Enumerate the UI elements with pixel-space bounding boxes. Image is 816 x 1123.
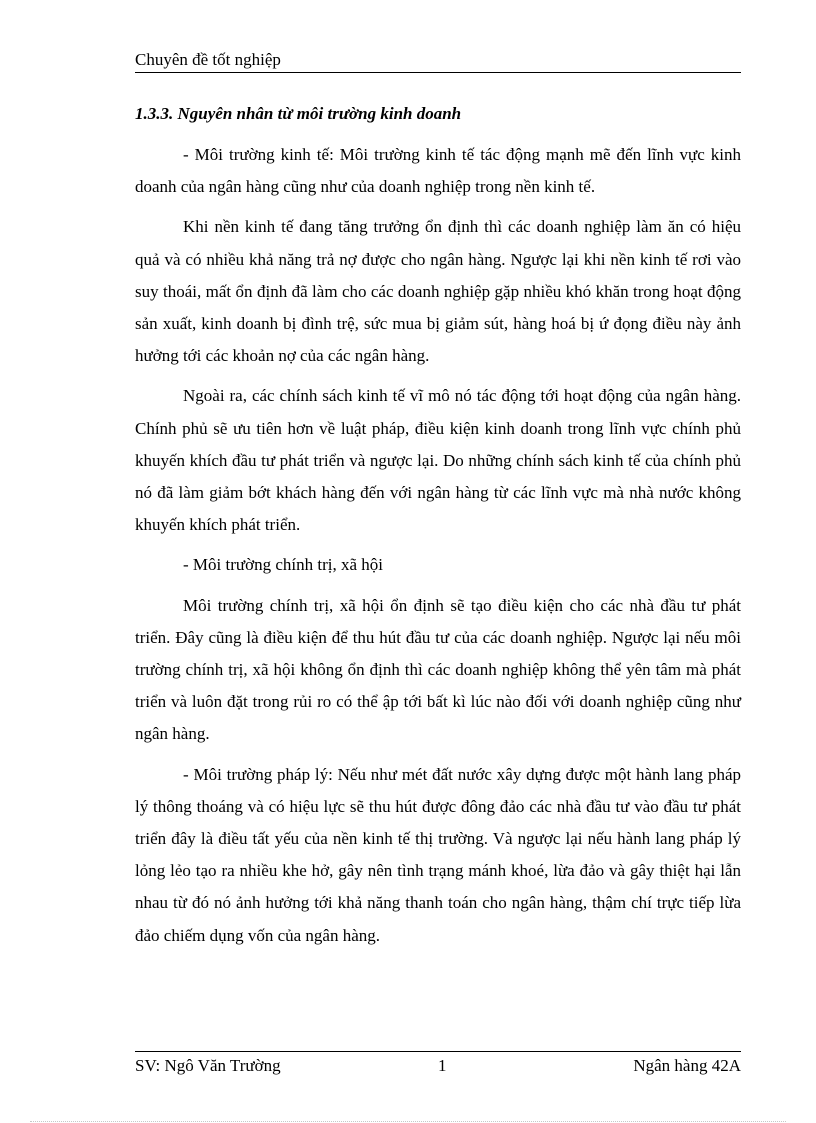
paragraph-macro-policy: Ngoài ra, các chính sách kinh tế vĩ mô nó tác động tới hoạt động của ngân hàng. Chính phủ sẽ ưu tiên hơn về luật pháp, điều kiện kinh doanh trong lĩnh vực chính phủ khuyến khích đầu tư phát triển và ngược lại. Do những chính sách kinh tế của chính phủ nó đã làm giảm bớt khách hàng đến với ngân hàng từ các lĩnh vực mà nhà nước không khuyến khích phát triển. — [135, 386, 741, 535]
paragraph-political-heading: - Môi trường chính trị, xã hội — [183, 555, 383, 575]
running-footer — [135, 1053, 741, 1079]
paragraph-economic-environment: - Môi trường kinh tế: Môi trường kinh tế tác động mạnh mẽ đến lĩnh vực kinh doanh của ngân hàng cũng như của doanh nghiệp trong nền kinh tế. — [135, 145, 741, 197]
paragraph-economic-growth: Khi nền kinh tế đang tăng trưởng ổn định thì các doanh nghiệp làm ăn có hiệu quả và có nhiều khả năng trả nợ được cho ngân hàng. Ngược lại khi nền kinh tế rơi vào suy thoái, mất ổn định đã làm cho các doanh nghiệp gặp nhiều khó khăn trong hoạt động sản xuất, kinh doanh bị đình trệ, sức mua bị giảm sút, hàng hoá bị ứ đọng điều này ảnh hưởng tới các khoản nợ của các ngân hàng. — [135, 217, 741, 366]
page-bottom-border — [30, 1121, 786, 1122]
footer-student-name: SV: Ngô Văn Trường — [135, 1056, 281, 1075]
footer-class-name: Ngân hàng 42A — [633, 1056, 741, 1075]
paragraph-legal-environment: - Môi trường pháp lý: Nếu như mét đất nước xây dựng được một hành lang pháp lý thông thoáng và có hiệu lực sẽ thu hút được đông đảo các nhà đầu tư vào đầu tư phát triển đây là điều tất yếu của nền kinh tế thị trường. Và ngược lại nếu hành lang pháp lý lỏng lẻo tạo ra nhiều khe hở, gây nên tình trạng mánh khoé, lừa đảo và gây thiệt hại lẫn nhau từ đó nó ảnh hưởng tới khả năng thanh toán cho ngân hàng, thậm chí trực tiếp lừa đảo chiếm dụng vốn của ngân hàng. — [135, 764, 741, 945]
paragraph-political-environment: Môi trường chính trị, xã hội ổn định sẽ tạo điều kiện cho các nhà đầu tư phát triển. Đây cũng là điều kiện để thu hút đầu tư của các doanh nghiệp. Ngược lại nếu môi trường chính trị, xã hội không ổn định thì các doanh nghiệp không thể yên tâm mà phát triển và luôn đặt trong rủi ro có thể ập tới bất kì lúc nào đối với doanh nghiệp cũng như ngân hàng. — [135, 595, 741, 744]
footer-divider — [135, 1051, 741, 1052]
section-heading: 1.3.3. Nguyên nhân từ môi trường kinh doanh — [135, 104, 462, 123]
running-header: Chuyên đề tốt nghiệp — [135, 50, 281, 69]
header-divider — [135, 72, 741, 73]
body-text — [135, 139, 741, 960]
page-number: 1 — [438, 1056, 447, 1075]
